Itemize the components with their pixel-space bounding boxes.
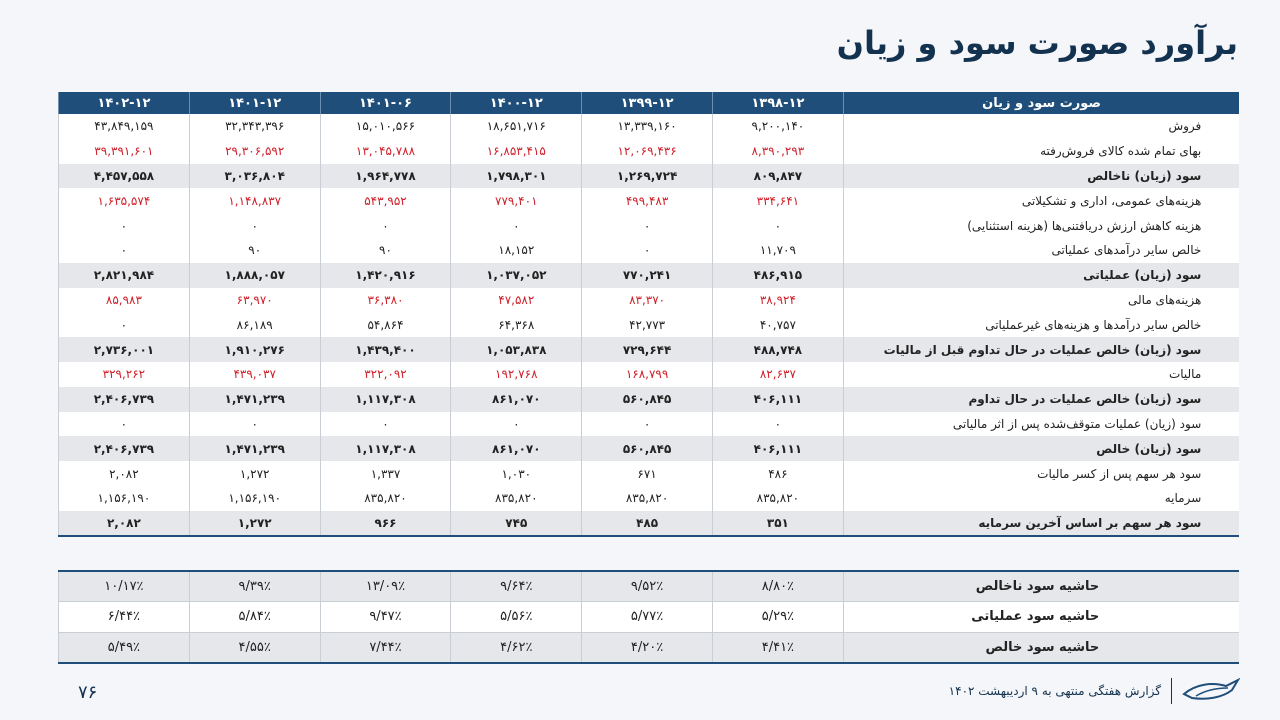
cell-value: ۳۳۴,۶۴۱: [712, 188, 843, 213]
cell-value: ۶۷۱: [582, 461, 713, 486]
cell-value: ۱,۴۷۱,۲۳۹: [189, 387, 320, 412]
cell-value: ۳۵۱: [712, 511, 843, 536]
cell-value: ۱,۰۳۰: [451, 461, 582, 486]
cell-value: ۱,۱۱۷,۳۰۸: [320, 387, 451, 412]
cell-value: ۰: [582, 238, 713, 263]
cell-value: ۵۶۰,۸۴۵: [582, 387, 713, 412]
row-label: سود (زیان) خالص: [843, 436, 1239, 461]
table-row: [59, 337, 1240, 362]
cell-value: ۰: [59, 312, 190, 337]
column-header: ۱۴۰۲-۱۲: [59, 92, 190, 114]
cell-value: ۸۳۵,۸۲۰: [320, 486, 451, 511]
cell-value: ۴۳۹,۰۳۷: [189, 362, 320, 387]
table-row: [59, 188, 1240, 213]
table-row: [59, 312, 1240, 337]
margin-value: ۶/۴۴٪: [59, 602, 190, 633]
cell-value: ۳۲,۳۴۳,۳۹۶: [189, 114, 320, 139]
table-row: [59, 114, 1240, 139]
column-header: ۱۳۹۸-۱۲: [712, 92, 843, 114]
cell-value: ۸۰۹,۸۴۷: [712, 164, 843, 189]
page-title: برآورد صورت سود و زیان: [836, 24, 1238, 62]
cell-value: ۱۵,۰۱۰,۵۶۶: [320, 114, 451, 139]
cell-value: ۱۸,۶۵۱,۷۱۶: [451, 114, 582, 139]
cell-value: ۰: [582, 213, 713, 238]
cell-value: ۸۶,۱۸۹: [189, 312, 320, 337]
row-label: سرمایه: [843, 486, 1239, 511]
header-label: صورت سود و زیان: [843, 92, 1239, 114]
cell-value: ۹۰: [320, 238, 451, 263]
margin-value: ۵/۸۴٪: [189, 602, 320, 633]
cell-value: ۷۷۰,۲۴۱: [582, 263, 713, 288]
profit-margin-table: [58, 570, 1239, 664]
cell-value: ۴۳,۸۴۹,۱۵۹: [59, 114, 190, 139]
cell-value: ۰: [189, 412, 320, 437]
cell-value: ۵۶۰,۸۴۵: [582, 436, 713, 461]
cell-value: ۱,۲۷۲: [189, 511, 320, 536]
cell-value: ۱,۶۳۵,۵۷۴: [59, 188, 190, 213]
cell-value: ۰: [59, 412, 190, 437]
row-label: مالیات: [843, 362, 1239, 387]
cell-value: ۸۶۱,۰۷۰: [451, 387, 582, 412]
margin-value: ۱۰/۱۷٪: [59, 571, 190, 602]
margin-value: ۹/۵۲٪: [582, 571, 713, 602]
cell-value: ۴۹۹,۴۸۳: [582, 188, 713, 213]
cell-value: ۱,۱۱۷,۳۰۸: [320, 436, 451, 461]
row-label: هزینه‌های عمومی، اداری و تشکیلاتی: [843, 188, 1239, 213]
cell-value: ۵۴,۸۶۴: [320, 312, 451, 337]
margin-value: ۴/۵۵٪: [189, 632, 320, 663]
margin-value: ۱۳/۰۹٪: [320, 571, 451, 602]
cell-value: ۴۷,۵۸۲: [451, 288, 582, 313]
table-row: [59, 164, 1240, 189]
cell-value: ۴۰۶,۱۱۱: [712, 387, 843, 412]
column-header: ۱۴۰۱-۰۶: [320, 92, 451, 114]
margin-value: ۵/۴۹٪: [59, 632, 190, 663]
cell-value: ۴۰۶,۱۱۱: [712, 436, 843, 461]
row-label: سود (زیان) ناخالص: [843, 164, 1239, 189]
cell-value: ۲,۰۸۲: [59, 461, 190, 486]
cell-value: ۸,۳۹۰,۲۹۳: [712, 139, 843, 164]
table-row: [59, 288, 1240, 313]
table-header-row: [59, 92, 1240, 114]
cell-value: ۳۶,۳۸۰: [320, 288, 451, 313]
row-label: فروش: [843, 114, 1239, 139]
page-number: ۷۶: [78, 682, 98, 703]
margin-row: [59, 632, 1240, 663]
cell-value: ۴,۴۵۷,۵۵۸: [59, 164, 190, 189]
margin-value: ۵/۷۷٪: [582, 602, 713, 633]
margin-value: ۴/۶۲٪: [451, 632, 582, 663]
cell-value: ۷۲۹,۶۴۴: [582, 337, 713, 362]
cell-value: ۱,۳۳۷: [320, 461, 451, 486]
cell-value: ۸۵,۹۸۳: [59, 288, 190, 313]
cell-value: ۱,۴۳۹,۴۰۰: [320, 337, 451, 362]
cell-value: ۱,۰۳۷,۰۵۲: [451, 263, 582, 288]
cell-value: ۱,۲۶۹,۷۲۴: [582, 164, 713, 189]
footer-divider: [1171, 678, 1172, 704]
margin-value: ۹/۶۴٪: [451, 571, 582, 602]
cell-value: ۰: [59, 238, 190, 263]
cell-value: ۱,۸۸۸,۰۵۷: [189, 263, 320, 288]
cell-value: ۱۲,۰۶۹,۴۳۶: [582, 139, 713, 164]
cell-value: ۰: [451, 412, 582, 437]
table-row: [59, 387, 1240, 412]
cell-value: ۱۳,۳۳۹,۱۶۰: [582, 114, 713, 139]
column-header: ۱۳۹۹-۱۲: [582, 92, 713, 114]
cell-value: ۹۰: [189, 238, 320, 263]
row-label: خالص سایر درآمدها و هزینه‌های غیرعملیاتی: [843, 312, 1239, 337]
cell-value: ۰: [189, 213, 320, 238]
cell-value: ۳۲۹,۲۶۲: [59, 362, 190, 387]
cell-value: ۰: [712, 412, 843, 437]
cell-value: ۸۶۱,۰۷۰: [451, 436, 582, 461]
margin-value: ۴/۲۰٪: [582, 632, 713, 663]
cell-value: ۴۸۶,۹۱۵: [712, 263, 843, 288]
cell-value: ۱۳,۰۴۵,۷۸۸: [320, 139, 451, 164]
cell-value: ۱,۷۹۸,۳۰۱: [451, 164, 582, 189]
cell-value: ۱۱,۷۰۹: [712, 238, 843, 263]
cell-value: ۲۹,۳۰۶,۵۹۲: [189, 139, 320, 164]
row-label: خالص سایر درآمدهای عملیاتی: [843, 238, 1239, 263]
income-statement-table: [58, 92, 1239, 537]
row-label: بهای تمام شده کالای فروش‌رفته: [843, 139, 1239, 164]
table-row: [59, 461, 1240, 486]
cell-value: ۱,۲۷۲: [189, 461, 320, 486]
margin-label: حاشیه سود خالص: [843, 632, 1239, 663]
row-label: سود (زیان) خالص عملیات در حال تداوم: [843, 387, 1239, 412]
margin-value: ۵/۵۶٪: [451, 602, 582, 633]
table-row: [59, 436, 1240, 461]
table-row: [59, 263, 1240, 288]
cell-value: ۳۹,۳۹۱,۶۰۱: [59, 139, 190, 164]
cell-value: ۱,۱۵۶,۱۹۰: [189, 486, 320, 511]
cell-value: ۰: [320, 213, 451, 238]
table-row: [59, 238, 1240, 263]
margin-value: ۵/۲۹٪: [712, 602, 843, 633]
cell-value: ۴۲,۷۷۳: [582, 312, 713, 337]
cell-value: ۱۹۲,۷۶۸: [451, 362, 582, 387]
cell-value: ۱۶۸,۷۹۹: [582, 362, 713, 387]
cell-value: ۱,۰۵۳,۸۳۸: [451, 337, 582, 362]
cell-value: ۱,۱۴۸,۸۳۷: [189, 188, 320, 213]
row-label: هزینه‌های مالی: [843, 288, 1239, 313]
cell-value: ۱,۹۶۴,۷۷۸: [320, 164, 451, 189]
cell-value: ۵۴۳,۹۵۲: [320, 188, 451, 213]
cell-value: ۴۸۶: [712, 461, 843, 486]
cell-value: ۲,۴۰۶,۷۳۹: [59, 436, 190, 461]
table-row: [59, 139, 1240, 164]
cell-value: ۶۴,۳۶۸: [451, 312, 582, 337]
cell-value: ۱۸,۱۵۲: [451, 238, 582, 263]
cell-value: ۰: [59, 213, 190, 238]
cell-value: ۲,۷۳۶,۰۰۱: [59, 337, 190, 362]
cell-value: ۸۳۵,۸۲۰: [712, 486, 843, 511]
table-row: [59, 213, 1240, 238]
cell-value: ۷۷۹,۴۰۱: [451, 188, 582, 213]
column-header: ۱۴۰۱-۱۲: [189, 92, 320, 114]
row-label: سود (زیان) عملیات متوقف‌شده پس از اثر مالیاتی: [843, 412, 1239, 437]
row-label: سود هر سهم بر اساس آخرین سرمایه: [843, 511, 1239, 536]
cell-value: ۹۶۶: [320, 511, 451, 536]
cell-value: ۰: [712, 213, 843, 238]
cell-value: ۱,۴۷۱,۲۳۹: [189, 436, 320, 461]
row-label: سود (زیان) خالص عملیات در حال تداوم قبل از مالیات: [843, 337, 1239, 362]
cell-value: ۶۳,۹۷۰: [189, 288, 320, 313]
cell-value: ۴۰,۷۵۷: [712, 312, 843, 337]
cell-value: ۱,۴۲۰,۹۱۶: [320, 263, 451, 288]
cell-value: ۲,۸۲۱,۹۸۴: [59, 263, 190, 288]
footer: [949, 676, 1240, 706]
cell-value: ۷۴۵: [451, 511, 582, 536]
margin-value: ۸/۸۰٪: [712, 571, 843, 602]
cell-value: ۳,۰۳۶,۸۰۴: [189, 164, 320, 189]
margin-value: ۹/۴۷٪: [320, 602, 451, 633]
cell-value: ۱,۱۵۶,۱۹۰: [59, 486, 190, 511]
cell-value: ۰: [451, 213, 582, 238]
cell-value: ۲,۴۰۶,۷۳۹: [59, 387, 190, 412]
column-header: ۱۴۰۰-۱۲: [451, 92, 582, 114]
row-label: هزینه کاهش ارزش دریافتنی‌ها (هزینه استثنایی): [843, 213, 1239, 238]
margin-value: ۴/۴۱٪: [712, 632, 843, 663]
margin-row: [59, 602, 1240, 633]
bird-logo-icon: [1182, 676, 1240, 706]
cell-value: ۳۸,۹۲۴: [712, 288, 843, 313]
cell-value: ۰: [582, 412, 713, 437]
cell-value: ۱,۹۱۰,۲۷۶: [189, 337, 320, 362]
footer-report-title: گزارش هفتگی منتهی به ۹ اردیبهشت ۱۴۰۲: [948, 684, 1161, 698]
table-row: [59, 486, 1240, 511]
cell-value: ۸۳۵,۸۲۰: [582, 486, 713, 511]
margin-value: ۷/۴۴٪: [320, 632, 451, 663]
row-label: سود هر سهم پس از کسر مالیات: [843, 461, 1239, 486]
cell-value: ۴۸۸,۷۴۸: [712, 337, 843, 362]
cell-value: ۱۶,۸۵۳,۴۱۵: [451, 139, 582, 164]
margin-label: حاشیه سود عملیاتی: [843, 602, 1239, 633]
cell-value: ۳۲۲,۰۹۲: [320, 362, 451, 387]
table-row: [59, 511, 1240, 536]
cell-value: ۲,۰۸۲: [59, 511, 190, 536]
cell-value: ۸۳,۳۷۰: [582, 288, 713, 313]
cell-value: ۰: [320, 412, 451, 437]
margin-label: حاشیه سود ناخالص: [843, 571, 1239, 602]
margin-value: ۹/۳۹٪: [189, 571, 320, 602]
margin-row: [59, 571, 1240, 602]
table-row: [59, 362, 1240, 387]
cell-value: ۸۳۵,۸۲۰: [451, 486, 582, 511]
cell-value: ۴۸۵: [582, 511, 713, 536]
cell-value: ۸۲,۶۳۷: [712, 362, 843, 387]
table-row: [59, 412, 1240, 437]
cell-value: ۹,۲۰۰,۱۴۰: [712, 114, 843, 139]
row-label: سود (زیان) عملیاتی: [843, 263, 1239, 288]
